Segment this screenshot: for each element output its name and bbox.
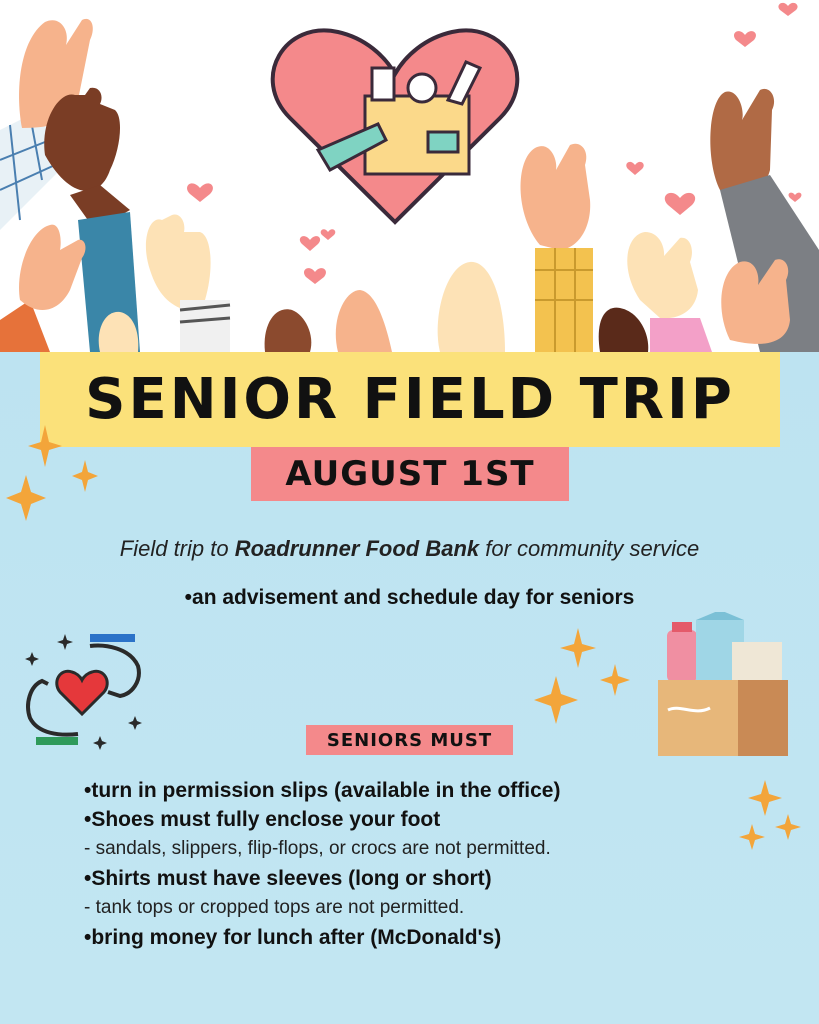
requirement-item: •Shirts must have sleeves (long or short): [84, 867, 492, 890]
requirement-item: •bring money for lunch after (McDonald's): [84, 926, 502, 949]
requirement-detail: - sandals, slippers, flip-flops, or crocs are not permitted.: [84, 838, 551, 859]
sparkle-star-icon: [0, 420, 110, 530]
date-banner: [251, 447, 569, 501]
event-date: AUGUST 1ST: [285, 454, 535, 494]
title-banner: [40, 352, 780, 447]
intro-prefix: Field trip to: [119, 536, 235, 561]
advisement-note: •an advisement and schedule day for seniors: [184, 586, 635, 609]
page-title: SENIOR FIELD TRIP: [85, 367, 735, 432]
requirement-item: •Shoes must fully enclose your foot: [84, 808, 441, 831]
requirements-list: [84, 776, 724, 952]
requirements-heading: SENIORS MUST: [326, 729, 493, 751]
requirement-item: •turn in permission slips (available in the office): [84, 779, 561, 802]
heart-donation-box-icon: [273, 30, 518, 222]
intro-line: [0, 536, 819, 562]
requirement-detail: - tank tops or cropped tops are not permitted.: [84, 897, 465, 918]
intro-suffix: for community service: [479, 536, 700, 561]
requirements-heading-banner: [306, 725, 513, 755]
heart-in-hands-icon: [20, 626, 150, 756]
raised-hands-illustration: [0, 0, 819, 352]
food-bank-name: Roadrunner Food Bank: [234, 536, 480, 561]
